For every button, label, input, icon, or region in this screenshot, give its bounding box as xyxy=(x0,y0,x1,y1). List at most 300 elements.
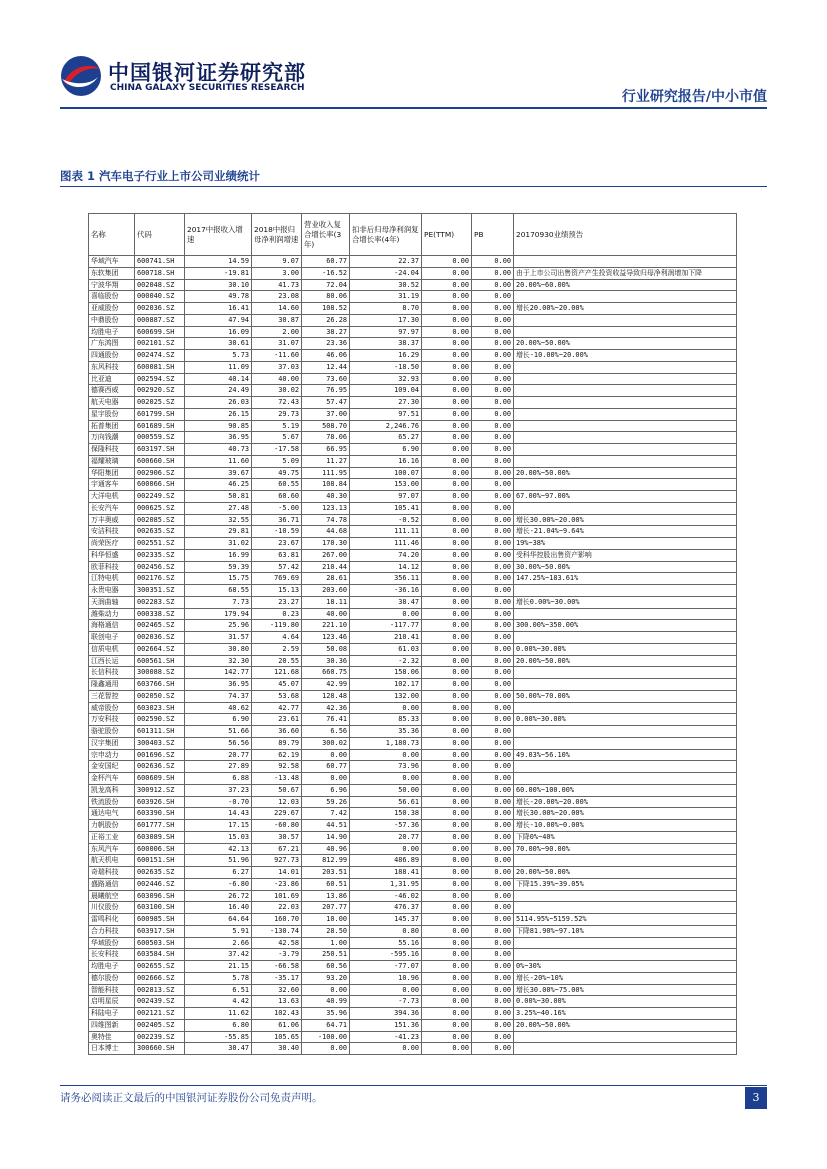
cell-pb: 0.00 xyxy=(472,596,514,608)
table-row xyxy=(89,784,737,796)
cell-revenue-growth: 36.95 xyxy=(185,679,252,691)
cell-profit-cagr: 356.11 xyxy=(350,573,422,585)
cell-pe: 0.00 xyxy=(422,737,472,749)
cell-name: 力帆股份 xyxy=(89,820,135,832)
cell-code: 603926.SH xyxy=(135,796,185,808)
cell-pb: 0.00 xyxy=(472,737,514,749)
cell-code: 603089.SH xyxy=(135,831,185,843)
table-row xyxy=(89,432,737,444)
cell-revenue-growth: 30.80 xyxy=(185,643,252,655)
table-row xyxy=(89,761,737,773)
cell-pb: 0.00 xyxy=(472,855,514,867)
cell-profit-growth: 49.75 xyxy=(252,467,302,479)
cell-code: 000887.SZ xyxy=(135,314,185,326)
cell-code: 000625.SZ xyxy=(135,502,185,514)
cell-profit-cagr: 65.27 xyxy=(350,432,422,444)
cell-pe: 0.00 xyxy=(422,608,472,620)
cell-profit-growth: 23.08 xyxy=(252,291,302,303)
cell-profit-cagr: -24.04 xyxy=(350,267,422,279)
cell-pe: 0.00 xyxy=(422,667,472,679)
cell-revenue-growth: 90.85 xyxy=(185,420,252,432)
cell-forecast: 20.00%~50.00% xyxy=(514,655,737,667)
table-row xyxy=(89,397,737,409)
logo-globe xyxy=(61,56,101,96)
cell-profit-cagr: 27.30 xyxy=(350,397,422,409)
cell-profit-cagr: 0.00 xyxy=(350,702,422,714)
cell-profit-cagr: 476.37 xyxy=(350,902,422,914)
cell-forecast: 增长-20.00%~20.00% xyxy=(514,796,737,808)
cell-forecast: 147.25%~183.61% xyxy=(514,573,737,585)
cell-pe: 0.00 xyxy=(422,749,472,761)
cell-forecast: 20.00%~50.00% xyxy=(514,867,737,879)
cell-revenue-growth: 51.96 xyxy=(185,855,252,867)
table-row xyxy=(89,1008,737,1020)
cell-profit-cagr: 486.89 xyxy=(350,855,422,867)
cell-name: 四维图新 xyxy=(89,1019,135,1031)
cell-profit-cagr: -41.23 xyxy=(350,1031,422,1043)
cell-pe: 0.00 xyxy=(422,620,472,632)
cell-revenue-growth: 26.15 xyxy=(185,408,252,420)
cell-revenue-cagr: 812.99 xyxy=(302,855,350,867)
cell-revenue-growth: 179.94 xyxy=(185,608,252,620)
cell-pb: 0.00 xyxy=(472,749,514,761)
cell-forecast xyxy=(514,420,737,432)
cell-pe: 0.00 xyxy=(422,432,472,444)
figure-title: 图表 1 汽车电子行业上市公司业绩统计 xyxy=(60,169,261,183)
cell-forecast: 增长0.00%~30.00% xyxy=(514,596,737,608)
cell-forecast: 19%~38% xyxy=(514,538,737,550)
cell-revenue-cagr: 123.13 xyxy=(302,502,350,514)
cell-pb: 0.00 xyxy=(472,291,514,303)
header-divider xyxy=(60,107,767,109)
cell-profit-cagr: 105.41 xyxy=(350,502,422,514)
header-profit-cagr: 扣非后归母净利润复合增长率(4年) xyxy=(350,214,422,256)
header-revenue-cagr: 营业收入复合增长率(3年) xyxy=(302,214,350,256)
cell-profit-cagr: 0.80 xyxy=(350,925,422,937)
cell-name: 长安科技 xyxy=(89,949,135,961)
cell-pe: 0.00 xyxy=(422,784,472,796)
cell-profit-growth: 89.79 xyxy=(252,737,302,749)
cell-pe: 0.00 xyxy=(422,373,472,385)
cell-pb: 0.00 xyxy=(472,303,514,315)
cell-code: 000559.SZ xyxy=(135,432,185,444)
cell-revenue-cagr: 74.78 xyxy=(302,514,350,526)
header-profit-growth: 2018中报归母净利润增速 xyxy=(252,214,302,256)
cell-revenue-growth: 37.23 xyxy=(185,784,252,796)
cell-forecast: 20.00%~60.00% xyxy=(514,279,737,291)
cell-code: 002474.SZ xyxy=(135,350,185,362)
cell-revenue-growth: 16.99 xyxy=(185,549,252,561)
cell-revenue-growth: 24.49 xyxy=(185,385,252,397)
cell-name: 雷鸣科化 xyxy=(89,914,135,926)
cell-profit-cagr: 30.52 xyxy=(350,279,422,291)
cell-pb: 0.00 xyxy=(472,914,514,926)
cell-profit-growth: 42.77 xyxy=(252,702,302,714)
cell-pe: 0.00 xyxy=(422,538,472,550)
cell-name: 启明星辰 xyxy=(89,996,135,1008)
cell-pb: 0.00 xyxy=(472,397,514,409)
cell-profit-growth: -10.59 xyxy=(252,526,302,538)
cell-pb: 0.00 xyxy=(472,1008,514,1020)
cell-revenue-growth: 16.09 xyxy=(185,326,252,338)
cell-revenue-cagr: 1.00 xyxy=(302,937,350,949)
cell-profit-growth: 60.60 xyxy=(252,491,302,503)
cell-pe: 0.00 xyxy=(422,491,472,503)
cell-code: 002025.SZ xyxy=(135,397,185,409)
cell-profit-cagr: 0.00 xyxy=(350,773,422,785)
cell-pb: 0.00 xyxy=(472,279,514,291)
cell-revenue-growth: 36.95 xyxy=(185,432,252,444)
cell-revenue-cagr: 76.41 xyxy=(302,714,350,726)
cell-profit-cagr: -46.02 xyxy=(350,890,422,902)
cell-revenue-cagr: 50.08 xyxy=(302,643,350,655)
cell-pe: 0.00 xyxy=(422,561,472,573)
cell-profit-growth: 32.60 xyxy=(252,984,302,996)
cell-revenue-cagr: 60.56 xyxy=(302,961,350,973)
cell-forecast xyxy=(514,455,737,467)
cell-forecast xyxy=(514,256,737,268)
cell-code: 600561.SH xyxy=(135,655,185,667)
cell-code: 002635.SZ xyxy=(135,867,185,879)
cell-code: 600151.SH xyxy=(135,855,185,867)
cell-forecast: 增长-10.00%~20.00% xyxy=(514,350,737,362)
cell-forecast: 增长-10.00%~0.00% xyxy=(514,820,737,832)
cell-name: 科陆电子 xyxy=(89,1008,135,1020)
cell-pb: 0.00 xyxy=(472,831,514,843)
cell-name: 长信科技 xyxy=(89,667,135,679)
cell-code: 002239.SZ xyxy=(135,1031,185,1043)
cell-profit-growth: -35.17 xyxy=(252,972,302,984)
cell-revenue-cagr: 35.96 xyxy=(302,1008,350,1020)
cell-name: 金安国纪 xyxy=(89,761,135,773)
cell-code: 002635.SZ xyxy=(135,526,185,538)
cell-forecast: 增长-21.04%~9.64% xyxy=(514,526,737,538)
table-row xyxy=(89,514,737,526)
cell-forecast xyxy=(514,397,737,409)
cell-forecast: 增长30.00%~20.00% xyxy=(514,808,737,820)
cell-revenue-cagr: 12.44 xyxy=(302,361,350,373)
cell-name: 通达电气 xyxy=(89,808,135,820)
cell-profit-cagr: 74.20 xyxy=(350,549,422,561)
cell-revenue-cagr: 57.47 xyxy=(302,397,350,409)
cell-forecast xyxy=(514,432,737,444)
table-row xyxy=(89,573,737,585)
cell-code: 002121.SZ xyxy=(135,1008,185,1020)
cell-code: 002666.SZ xyxy=(135,972,185,984)
cell-revenue-cagr: 44.51 xyxy=(302,820,350,832)
cell-profit-cagr: -595.16 xyxy=(350,949,422,961)
cell-revenue-cagr: 108.52 xyxy=(302,303,350,315)
cell-pb: 0.00 xyxy=(472,784,514,796)
cell-profit-cagr: 153.00 xyxy=(350,479,422,491)
figure-title-underline xyxy=(60,186,767,187)
cell-revenue-cagr: 508.70 xyxy=(302,420,350,432)
cell-forecast: 0.00%~30.00% xyxy=(514,714,737,726)
cell-name: 保隆科技 xyxy=(89,444,135,456)
cell-forecast xyxy=(514,702,737,714)
cell-revenue-growth: 30.47 xyxy=(185,1043,252,1055)
table-row xyxy=(89,632,737,644)
cell-profit-growth: 14.01 xyxy=(252,867,302,879)
cell-name: 宁波华翔 xyxy=(89,279,135,291)
table-row xyxy=(89,444,737,456)
cell-profit-growth: 30.87 xyxy=(252,314,302,326)
cell-profit-growth: 40.00 xyxy=(252,373,302,385)
cell-forecast xyxy=(514,937,737,949)
cell-code: 600066.SH xyxy=(135,479,185,491)
cell-profit-growth: 53.68 xyxy=(252,690,302,702)
cell-revenue-cagr: 46.06 xyxy=(302,350,350,362)
cell-pe: 0.00 xyxy=(422,902,472,914)
table-row xyxy=(89,679,737,691)
cell-revenue-cagr: 64.71 xyxy=(302,1019,350,1031)
cell-name: 奥特佳 xyxy=(89,1031,135,1043)
cell-name: 盛路通信 xyxy=(89,878,135,890)
cell-forecast: 由于上市公司出售资产产生投资收益导致归母净利润增加下降 xyxy=(514,267,737,279)
cell-revenue-growth: -19.81 xyxy=(185,267,252,279)
cell-forecast: 49.03%~56.10% xyxy=(514,749,737,761)
cell-name: 万丰奥威 xyxy=(89,514,135,526)
cell-revenue-cagr: 111.95 xyxy=(302,467,350,479)
cell-pb: 0.00 xyxy=(472,373,514,385)
cell-code: 600699.SH xyxy=(135,326,185,338)
cell-code: 603197.SH xyxy=(135,444,185,456)
cell-code: 002551.SZ xyxy=(135,538,185,550)
cell-profit-growth: 229.67 xyxy=(252,808,302,820)
cell-revenue-growth: 74.37 xyxy=(185,690,252,702)
cell-profit-growth: -60.80 xyxy=(252,820,302,832)
cell-pb: 0.00 xyxy=(472,702,514,714)
cell-pb: 0.00 xyxy=(472,256,514,268)
cell-code: 002465.SZ xyxy=(135,620,185,632)
cell-revenue-growth: -55.85 xyxy=(185,1031,252,1043)
header-revenue-growth: 2017中报收入增速 xyxy=(185,214,252,256)
cell-revenue-cagr: 207.77 xyxy=(302,902,350,914)
cell-profit-cagr: 111.11 xyxy=(350,526,422,538)
cell-revenue-cagr: 13.86 xyxy=(302,890,350,902)
cell-pb: 0.00 xyxy=(472,690,514,702)
cell-code: 603096.SH xyxy=(135,890,185,902)
cell-revenue-growth: 7.73 xyxy=(185,596,252,608)
cell-profit-cagr: -0.52 xyxy=(350,514,422,526)
cell-revenue-growth: 59.39 xyxy=(185,561,252,573)
cell-forecast xyxy=(514,737,737,749)
table-row xyxy=(89,914,737,926)
table-row xyxy=(89,867,737,879)
cell-revenue-growth: 6.51 xyxy=(185,984,252,996)
cell-pe: 0.00 xyxy=(422,843,472,855)
cell-name: 潍柴动力 xyxy=(89,608,135,620)
cell-revenue-growth: 42.13 xyxy=(185,843,252,855)
cell-name: 欧菲科技 xyxy=(89,561,135,573)
table-row xyxy=(89,643,737,655)
cell-revenue-growth: 68.55 xyxy=(185,585,252,597)
cell-code: 000040.SZ xyxy=(135,291,185,303)
cell-profit-growth: 9.07 xyxy=(252,256,302,268)
cell-revenue-growth: 32.55 xyxy=(185,514,252,526)
cell-revenue-growth: 47.94 xyxy=(185,314,252,326)
cell-pe: 0.00 xyxy=(422,949,472,961)
cell-pe: 0.00 xyxy=(422,925,472,937)
cell-pe: 0.00 xyxy=(422,350,472,362)
cell-pb: 0.00 xyxy=(472,538,514,550)
cell-pe: 0.00 xyxy=(422,267,472,279)
cell-pb: 0.00 xyxy=(472,1031,514,1043)
cell-profit-cagr: -2.32 xyxy=(350,655,422,667)
cell-name: 比亚迪 xyxy=(89,373,135,385)
cell-pe: 0.00 xyxy=(422,808,472,820)
cell-pb: 0.00 xyxy=(472,549,514,561)
table-row xyxy=(89,902,737,914)
cell-name: 正裕工业 xyxy=(89,831,135,843)
table-row xyxy=(89,937,737,949)
cell-name: 隆鑫通用 xyxy=(89,679,135,691)
cell-name: 华域股份 xyxy=(89,937,135,949)
table-row xyxy=(89,984,737,996)
table-row xyxy=(89,831,737,843)
cell-pe: 0.00 xyxy=(422,526,472,538)
cell-profit-growth: -5.00 xyxy=(252,502,302,514)
table-row xyxy=(89,585,737,597)
cell-pb: 0.00 xyxy=(472,643,514,655)
cell-code: 601689.SH xyxy=(135,420,185,432)
table-row xyxy=(89,373,737,385)
cell-revenue-cagr: 42.99 xyxy=(302,679,350,691)
cell-revenue-growth: 5.91 xyxy=(185,925,252,937)
table-row xyxy=(89,350,737,362)
cell-pe: 0.00 xyxy=(422,279,472,291)
cell-code: 603917.SH xyxy=(135,925,185,937)
cell-revenue-cagr: 66.95 xyxy=(302,444,350,456)
cell-profit-growth: -119.80 xyxy=(252,620,302,632)
cell-code: 603766.SH xyxy=(135,679,185,691)
cell-name: 永贵电器 xyxy=(89,585,135,597)
cell-forecast xyxy=(514,361,737,373)
cell-profit-cagr: 0.00 xyxy=(350,749,422,761)
cell-code: 002335.SZ xyxy=(135,549,185,561)
cell-revenue-growth: 49.78 xyxy=(185,291,252,303)
cell-pb: 0.00 xyxy=(472,820,514,832)
cell-code: 002405.SZ xyxy=(135,1019,185,1031)
cell-code: 600006.SH xyxy=(135,843,185,855)
cell-forecast xyxy=(514,949,737,961)
cell-profit-cagr: 2,246.76 xyxy=(350,420,422,432)
cell-pb: 0.00 xyxy=(472,843,514,855)
cell-pb: 0.00 xyxy=(472,338,514,350)
cell-pe: 0.00 xyxy=(422,867,472,879)
cell-profit-growth: 42.58 xyxy=(252,937,302,949)
cell-pb: 0.00 xyxy=(472,890,514,902)
cell-profit-growth: 45.07 xyxy=(252,679,302,691)
cell-pb: 0.00 xyxy=(472,408,514,420)
cell-name: 均胜电子 xyxy=(89,326,135,338)
cell-profit-growth: 4.64 xyxy=(252,632,302,644)
cell-code: 002636.SZ xyxy=(135,761,185,773)
galaxy-logo xyxy=(60,55,102,97)
cell-name: 东软集团 xyxy=(89,267,135,279)
cell-revenue-growth: 46.25 xyxy=(185,479,252,491)
cell-revenue-cagr: 28.61 xyxy=(302,573,350,585)
cell-code: 002594.SZ xyxy=(135,373,185,385)
cell-name: 宗申动力 xyxy=(89,749,135,761)
cell-forecast xyxy=(514,385,737,397)
cell-revenue-growth: 4.42 xyxy=(185,996,252,1008)
cell-code: 002446.SZ xyxy=(135,878,185,890)
cell-revenue-cagr: 80.06 xyxy=(302,291,350,303)
cell-pe: 0.00 xyxy=(422,596,472,608)
cell-profit-cagr: 0.00 xyxy=(350,843,422,855)
cell-profit-cagr: 100.07 xyxy=(350,467,422,479)
cell-pe: 0.00 xyxy=(422,502,472,514)
cell-profit-cagr: 0.00 xyxy=(350,984,422,996)
cell-pe: 0.00 xyxy=(422,385,472,397)
cell-revenue-cagr: 40.99 xyxy=(302,996,350,1008)
table-row xyxy=(89,820,737,832)
page-number: 3 xyxy=(745,1087,767,1109)
table-row xyxy=(89,455,737,467)
cell-code: 600609.SH xyxy=(135,773,185,785)
cell-revenue-cagr: 26.28 xyxy=(302,314,350,326)
cell-pb: 0.00 xyxy=(472,714,514,726)
cell-pb: 0.00 xyxy=(472,514,514,526)
cell-pb: 0.00 xyxy=(472,867,514,879)
cell-profit-growth: -66.58 xyxy=(252,961,302,973)
cell-pb: 0.00 xyxy=(472,808,514,820)
cell-forecast xyxy=(514,855,737,867)
cell-code: 603100.SH xyxy=(135,902,185,914)
cell-name: 万安科技 xyxy=(89,714,135,726)
cell-forecast xyxy=(514,373,737,385)
cell-name: 东风汽车 xyxy=(89,843,135,855)
cell-profit-growth: 769.69 xyxy=(252,573,302,585)
cell-name: 长安汽车 xyxy=(89,502,135,514)
cell-forecast xyxy=(514,1043,737,1055)
table-row xyxy=(89,502,737,514)
header-pe: PE(TTM) xyxy=(422,214,472,256)
cell-revenue-growth: 11.62 xyxy=(185,1008,252,1020)
table-body xyxy=(89,256,737,1055)
cell-pe: 0.00 xyxy=(422,455,472,467)
cell-profit-growth: 22.03 xyxy=(252,902,302,914)
cell-profit-growth: 29.73 xyxy=(252,408,302,420)
cell-revenue-cagr: 44.68 xyxy=(302,526,350,538)
cell-revenue-cagr: 267.00 xyxy=(302,549,350,561)
cell-revenue-growth: 25.96 xyxy=(185,620,252,632)
cell-code: 300403.SZ xyxy=(135,737,185,749)
cell-code: 002176.SZ xyxy=(135,573,185,585)
cell-revenue-cagr: 93.20 xyxy=(302,972,350,984)
cell-code: 601777.SH xyxy=(135,820,185,832)
cell-forecast: 增长20.00%~20.00% xyxy=(514,303,737,315)
cell-profit-cagr: 35.36 xyxy=(350,726,422,738)
cell-pe: 0.00 xyxy=(422,338,472,350)
header-name: 名称 xyxy=(89,214,135,256)
cell-pe: 0.00 xyxy=(422,408,472,420)
cell-forecast xyxy=(514,890,737,902)
cell-pb: 0.00 xyxy=(472,937,514,949)
cell-pb: 0.00 xyxy=(472,585,514,597)
cell-forecast: 下降0%~40% xyxy=(514,831,737,843)
table-row xyxy=(89,303,737,315)
cell-forecast xyxy=(514,408,737,420)
cell-revenue-cagr: 73.60 xyxy=(302,373,350,385)
cell-revenue-growth: 6.90 xyxy=(185,714,252,726)
cell-pb: 0.00 xyxy=(472,432,514,444)
cell-name: 航天机电 xyxy=(89,855,135,867)
cell-profit-growth: 30.57 xyxy=(252,831,302,843)
table-row xyxy=(89,961,737,973)
cell-forecast xyxy=(514,502,737,514)
